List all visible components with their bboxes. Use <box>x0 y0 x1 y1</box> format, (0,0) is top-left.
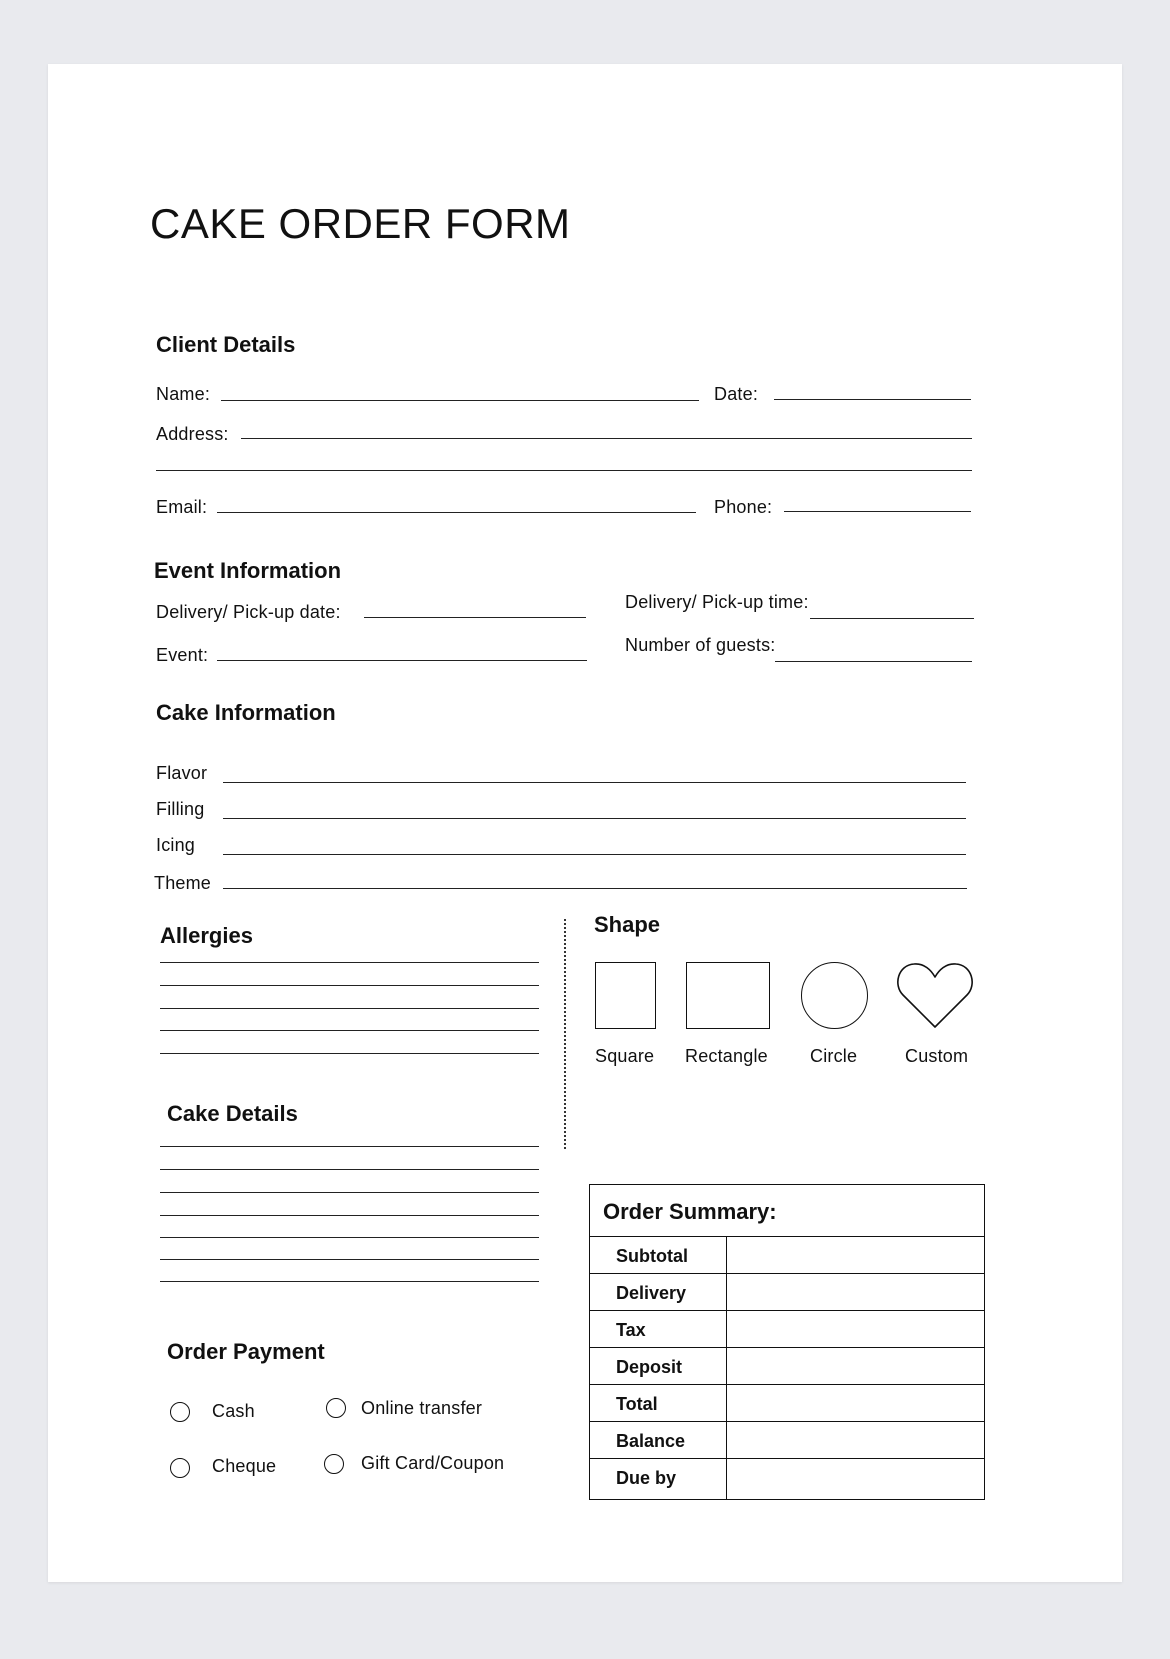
address-label: Address: <box>156 424 229 444</box>
event-field[interactable] <box>217 660 587 661</box>
delivery-date-label: Delivery/ Pick-up date: <box>156 602 341 622</box>
cash-label: Cash <box>212 1401 255 1421</box>
summary-row-due-by[interactable] <box>590 1459 984 1496</box>
form-title: CAKE ORDER FORM <box>150 200 571 247</box>
theme-label: Theme <box>154 873 212 893</box>
custom-label: Custom <box>905 1046 969 1066</box>
order-payment-heading: Order Payment <box>167 1339 325 1364</box>
flavor-field[interactable] <box>223 782 966 783</box>
gift-card-radio[interactable] <box>324 1454 344 1474</box>
summary-row-deposit[interactable] <box>590 1348 984 1385</box>
order-summary-heading: Order Summary: <box>603 1199 777 1224</box>
order-summary-header <box>590 1185 984 1237</box>
rectangle-label: Rectangle <box>685 1046 768 1066</box>
square-label: Square <box>595 1046 655 1066</box>
filling-field[interactable] <box>223 818 966 819</box>
event-label: Event: <box>156 645 209 665</box>
date-label: Date: <box>714 384 759 404</box>
email-label: Email: <box>156 497 208 517</box>
guests-label: Number of guests: <box>625 635 776 655</box>
allergies-line[interactable] <box>160 1008 539 1009</box>
cake-details-heading: Cake Details <box>167 1101 298 1126</box>
cake-details-line[interactable] <box>160 1259 539 1260</box>
form-sheet <box>48 64 1122 1582</box>
date-field[interactable] <box>774 399 971 400</box>
summary-row-delivery[interactable] <box>590 1274 984 1311</box>
cheque-radio[interactable] <box>170 1458 190 1478</box>
cake-details-line[interactable] <box>160 1192 539 1193</box>
name-label: Name: <box>156 384 211 404</box>
square-shape-icon[interactable] <box>595 962 656 1029</box>
allergies-heading: Allergies <box>160 923 253 948</box>
cake-details-line[interactable] <box>160 1237 539 1238</box>
allergies-line[interactable] <box>160 962 539 963</box>
summary-row-label: Total <box>616 1394 658 1414</box>
summary-row-tax[interactable] <box>590 1311 984 1348</box>
delivery-time-label: Delivery/ Pick-up time: <box>625 592 809 612</box>
delivery-date-field[interactable] <box>364 617 586 618</box>
event-information-heading: Event Information <box>154 558 342 583</box>
filling-label: Filling <box>156 799 205 819</box>
gift-card-label: Gift Card/Coupon <box>361 1453 505 1473</box>
summary-row-label: Balance <box>616 1431 686 1451</box>
theme-field[interactable] <box>223 888 967 889</box>
shape-heading: Shape <box>594 912 661 937</box>
summary-row-label: Subtotal <box>616 1246 688 1266</box>
order-summary-table <box>589 1184 985 1500</box>
summary-row-subtotal[interactable] <box>590 1237 984 1274</box>
cake-details-line[interactable] <box>160 1281 539 1282</box>
name-field[interactable] <box>221 400 699 401</box>
address-field-line-2[interactable] <box>156 470 972 471</box>
delivery-time-field[interactable] <box>810 618 974 619</box>
online-transfer-label: Online transfer <box>361 1398 483 1418</box>
icing-label: Icing <box>156 835 196 855</box>
cake-details-line[interactable] <box>160 1146 539 1147</box>
online-transfer-radio[interactable] <box>326 1398 346 1418</box>
flavor-label: Flavor <box>156 763 208 783</box>
section-divider <box>564 919 566 1149</box>
summary-row-label: Due by <box>616 1468 677 1488</box>
circle-label: Circle <box>810 1046 858 1066</box>
email-field[interactable] <box>217 512 696 513</box>
rectangle-shape-icon[interactable] <box>686 962 770 1029</box>
allergies-line[interactable] <box>160 985 539 986</box>
summary-row-label: Deposit <box>616 1357 683 1377</box>
circle-shape-icon[interactable] <box>801 962 868 1029</box>
guests-field[interactable] <box>775 661 972 662</box>
cheque-label: Cheque <box>212 1456 277 1476</box>
phone-label: Phone: <box>714 497 773 517</box>
client-details-heading: Client Details <box>156 332 296 357</box>
cake-details-line[interactable] <box>160 1215 539 1216</box>
cash-radio[interactable] <box>170 1402 190 1422</box>
summary-row-balance[interactable] <box>590 1422 984 1459</box>
cake-information-heading: Cake Information <box>156 700 336 725</box>
icing-field[interactable] <box>223 854 966 855</box>
allergies-line[interactable] <box>160 1030 539 1031</box>
address-field-line-1[interactable] <box>241 438 972 439</box>
heart-shape-icon[interactable] <box>896 961 974 1031</box>
allergies-line[interactable] <box>160 1053 539 1054</box>
summary-row-total[interactable] <box>590 1385 984 1422</box>
summary-row-label: Delivery <box>616 1283 687 1303</box>
summary-row-label: Tax <box>616 1320 646 1340</box>
cake-details-line[interactable] <box>160 1169 539 1170</box>
phone-field[interactable] <box>784 511 971 512</box>
